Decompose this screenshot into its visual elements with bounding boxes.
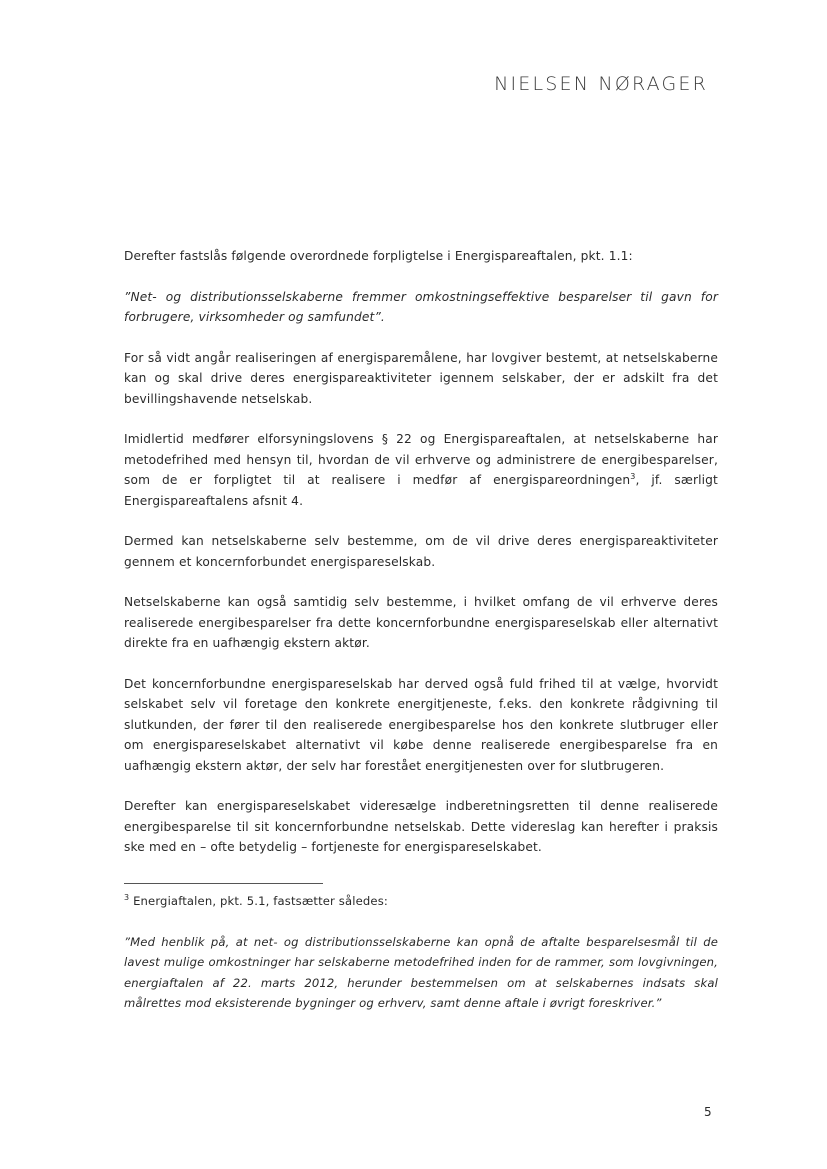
paragraph-text: Imidlertid medfører elforsyningslovens § 22 og Energispareaftalen, at netselskaberne har metodefrihed med hensyn til, hvordan de vil erhverve og administrere de energibesparelser, som de er forpligtet til at realisere i medfør af energispareordningen (124, 432, 718, 487)
paragraph: Derefter kan energispareselskabet videresælge indberetningsretten til denne realiserede energibesparelse til sit koncernforbundne netselskab. Dette videreslag kan herefter i praksis ske med en – ofte betydelig – fortjeneste for energispareselskabet. (124, 799, 718, 854)
page-number: 5 (704, 1105, 712, 1119)
paragraph: For så vidt angår realiseringen af energisparemålene, har lovgiver bestemt, at netselskaberne kan og skal drive deres energispareaktiviteter igennem selskaber, der er adskilt fra det bevillingshavende netselskab. (124, 350, 718, 406)
paragraph-text-tail: , jf. særligt Energispareaftalens afsnit 4. (124, 473, 718, 508)
company-logo: NIELSEN NØRAGER (494, 73, 708, 95)
paragraph-with-footnote (124, 429, 718, 511)
paragraph: Netselskaberne kan også samtidig selv bestemme, i hvilket omfang de vil erhverve deres realiserede energibesparelser fra dette koncernforbundne energispareselskab eller alternativt direkte fra en uafhængig ekstern aktør. (124, 595, 718, 650)
paragraph: Det koncernforbundne energispareselskab har derved også fuld frihed til at vælge, hvorvidt selskabet selv vil foretage den konkrete energitjeneste, f.eks. den konkrete rådgivning til slutkunden, der fører til den realiserede energibesparelse hos den konkrete slutbruger eller om energispareselskabet alternativt vil købe denne realiserede energibesparelse fra en uafhængig ekstern aktør, der selv har forestået energitjenesten over for slutbrugeren. (124, 676, 718, 773)
paragraph-intro: Derefter fastslås følgende overordnede forpligtelse i Energispareaftalen, pkt. 1.1: (124, 249, 633, 263)
footnote-intro (124, 891, 718, 912)
footnote-intro-text: Energiaftalen, pkt. 5.1, fastsætter således: (129, 894, 388, 908)
footnote-quote: ”Med henblik på, at net- og distributionsselskaberne kan opnå de aftalte besparelsesmål til de lavest mulige omkostninger har selskaberne metodefrihed inden for de rammer, som lovgivningen, energiaftalen af 22. marts 2012, herunder bestemmelsen om at selskabernes indsats skal målrettes mod eksisterende bygninger og erhverv, samt denne aftale i øvrigt foreskriver.” (124, 934, 718, 1010)
footnote-divider (124, 883, 323, 884)
body-text (124, 246, 718, 858)
quote-paragraph: ”Net- og distributionsselskaberne fremmer omkostningseffektive besparelser til gavn for forbrugere, virksomheder og samfundet”. (124, 289, 718, 324)
footnote-number: 3 (124, 893, 130, 903)
paragraph: Dermed kan netselskaberne selv bestemme, om de vil drive deres energispareaktiviteter gennem et koncernforbundet energispareselskab. (124, 534, 718, 569)
footnote-reference: 3 (630, 471, 636, 481)
footnote (124, 891, 718, 1014)
